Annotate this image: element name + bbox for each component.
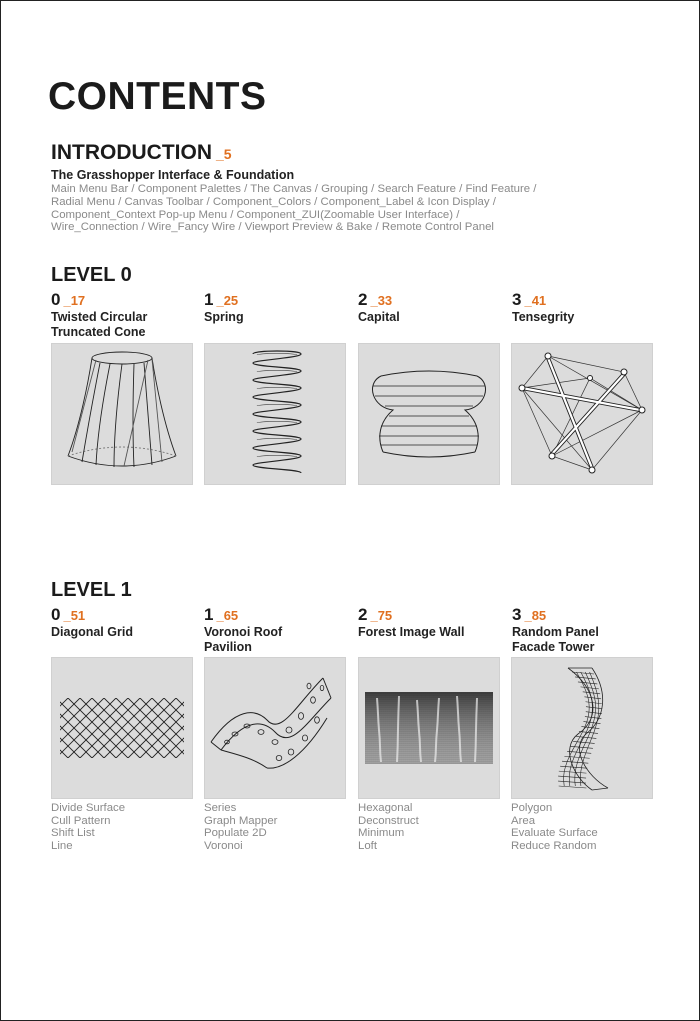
item-title: Voronoi Roof Pavilion — [204, 625, 283, 654]
diagonal-grid-image — [51, 657, 193, 799]
level0-item-twisted-cone[interactable] — [51, 290, 192, 342]
item-title: Tensegrity — [512, 310, 575, 324]
item-page-number[interactable]: _41 — [524, 293, 547, 308]
item-number: 3 _85 — [512, 605, 547, 624]
diagonal-grid-drawing — [52, 658, 192, 798]
level1-item-facade-tower[interactable] — [512, 605, 653, 657]
level1-item-forest-wall[interactable] — [358, 605, 499, 657]
item-title: Forest Image Wall — [358, 625, 465, 639]
page-title: CONTENTS — [48, 75, 267, 118]
capital-image — [358, 343, 500, 485]
item-page-number[interactable]: _85 — [524, 608, 547, 623]
spring-drawing — [205, 344, 345, 484]
item-page-number[interactable]: _33 — [370, 293, 393, 308]
voronoi-roof-components: Series Graph Mapper Populate 2D Voronoi — [204, 802, 278, 852]
forest-wall-components: Hexagonal Deconstruct Minimum Loft — [358, 802, 419, 852]
item-page-number[interactable]: _25 — [216, 293, 239, 308]
level0-item-capital[interactable] — [358, 290, 499, 342]
item-title: Random Panel Facade Tower — [512, 625, 599, 654]
tensegrity-image — [511, 343, 653, 485]
twisted-cone-drawing — [52, 344, 192, 484]
spring-image — [204, 343, 346, 485]
introduction-title: INTRODUCTION — [51, 141, 212, 164]
item-title: Diagonal Grid — [51, 625, 133, 639]
item-number: 1 _65 — [204, 605, 239, 624]
level0-item-tensegrity[interactable] — [512, 290, 653, 342]
facade-tower-components: Polygon Area Evaluate Surface Reduce Random — [511, 802, 598, 852]
introduction-subtitle: The Grasshopper Interface & Foundation — [51, 168, 295, 182]
item-page-number[interactable]: _75 — [370, 608, 393, 623]
level-1-heading: LEVEL 1 — [51, 579, 132, 601]
item-number: 1 _25 — [204, 290, 239, 309]
diagonal-grid-components: Divide Surface Cull Pattern Shift List Line — [51, 802, 126, 852]
topic-line: Component_Context Pop-up Menu / Component_ZUI(Zoomable User Interface) / — [51, 208, 460, 221]
item-page-number[interactable]: _51 — [63, 608, 86, 623]
introduction-section — [51, 141, 671, 234]
forest-wall-image — [358, 657, 500, 799]
item-number: 0 _51 — [51, 605, 86, 624]
capital-drawing — [359, 344, 499, 484]
topic-line: Wire_Connection / Wire_Fancy Wire / Viewport Preview & Bake / Remote Control Panel — [51, 221, 494, 234]
twisted-cone-image — [51, 343, 193, 485]
item-page-number[interactable]: _17 — [63, 293, 86, 308]
item-number: 2 _33 — [358, 290, 393, 309]
item-title: Twisted Circular Truncated Cone — [51, 310, 148, 339]
item-title: Spring — [204, 310, 244, 324]
voronoi-roof-image — [204, 657, 346, 799]
introduction-topics — [51, 183, 671, 234]
item-number: 0 _17 — [51, 290, 86, 309]
facade-tower-image — [511, 657, 653, 799]
voronoi-roof-drawing — [205, 658, 345, 798]
introduction-heading — [51, 141, 671, 165]
level1-item-diagonal-grid[interactable] — [51, 605, 192, 657]
level-0-heading: LEVEL 0 — [51, 264, 132, 286]
forest-wall-drawing — [359, 658, 499, 798]
item-number: 3 _41 — [512, 290, 547, 309]
level1-item-voronoi-roof[interactable] — [204, 605, 345, 657]
item-number: 2 _75 — [358, 605, 393, 624]
level0-item-spring[interactable] — [204, 290, 345, 342]
tensegrity-drawing — [512, 344, 652, 484]
item-title: Capital — [358, 310, 400, 324]
item-page-number[interactable]: _65 — [216, 608, 239, 623]
topic-line: Radial Menu / Canvas Toolbar / Component_Colors / Component_Label & Icon Display / — [51, 195, 496, 208]
introduction-page-number[interactable]: _5 — [216, 146, 232, 162]
facade-tower-drawing — [512, 658, 652, 798]
topic-line: Main Menu Bar / Component Palettes / The Canvas / Grouping / Search Feature / Find Feature / — [51, 183, 537, 195]
